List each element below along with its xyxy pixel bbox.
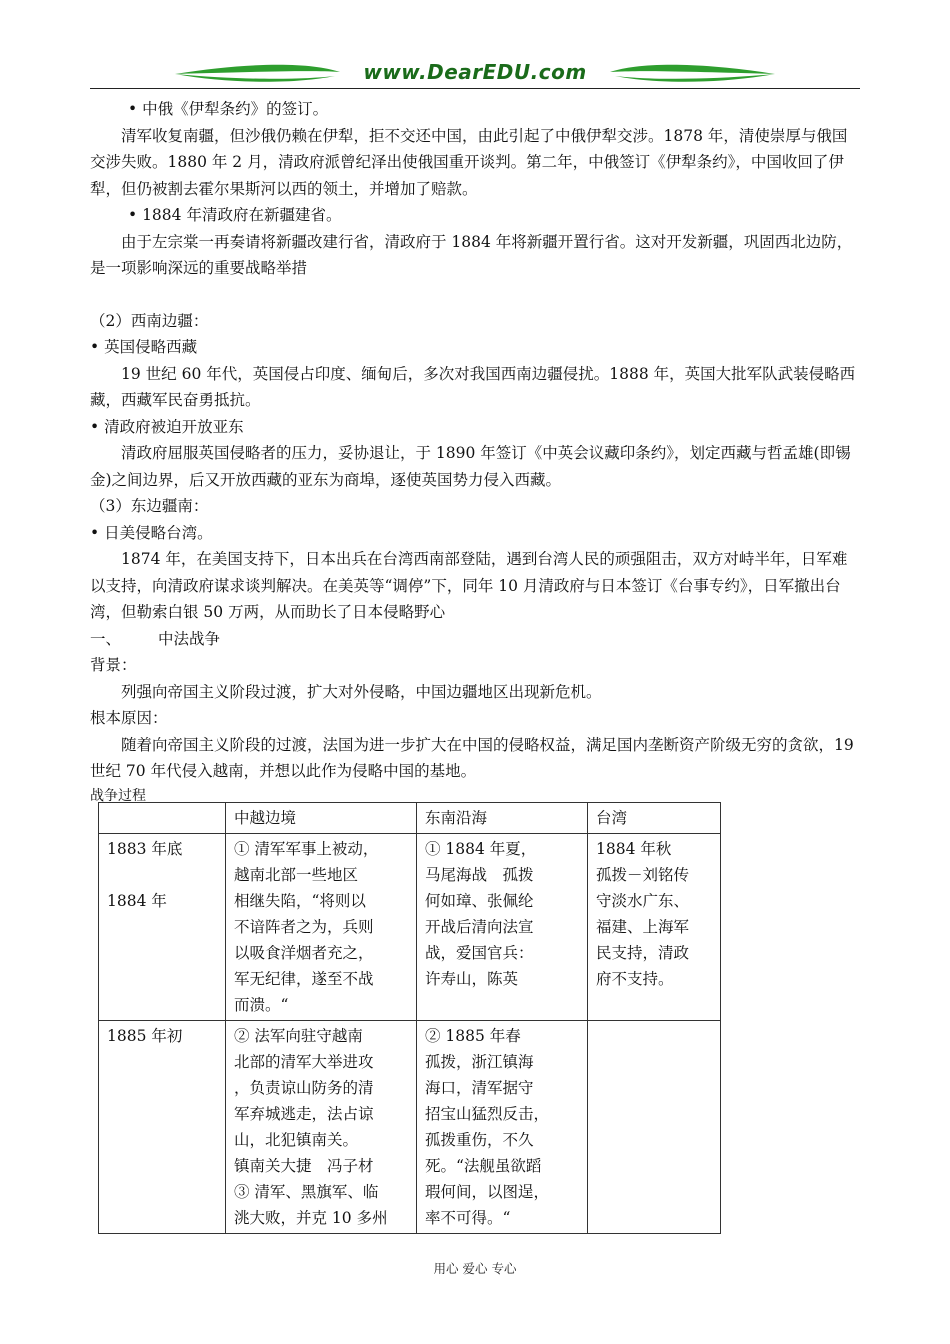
cell-line: 北部的清军大举进攻 — [234, 1053, 374, 1071]
cell-line: 而溃。“ — [234, 996, 289, 1014]
cell-line: ① 清军军事上被动， — [234, 840, 379, 858]
paragraph-japan-taiwan: 1874 年，在美国支持下，日本出兵在台湾西南部登陆，遇到台湾人民的顽强阻击，双方对峙半年，日军难以支持，向清政府谋求谈判解决。在美英等“调停”下，同年 10 月清政府与日本签订《台事专约》，日军撤出台湾，但勒索白银 50 万两，从而助长了日本侵略野心 — [90, 550, 848, 621]
cell-line: 孤拨，浙江镇海 — [425, 1053, 534, 1071]
paragraph-britain-tibet: 19 世纪 60 年代，英国侵占印度、缅甸后，多次对我国西南边疆侵扰。1888 年，英国大批军队武装侵略西藏，西藏军民奋勇抵抗。 — [90, 364, 856, 409]
section-title: 中法战争 — [158, 629, 221, 648]
table-header-row — [99, 803, 721, 834]
table-row — [99, 834, 721, 1021]
label-war-process: 战争过程 — [90, 787, 146, 804]
cell-line: 许寿山，陈英 — [425, 970, 519, 988]
label-background: 背景： — [90, 656, 137, 674]
paragraph-yadong-open: 清政府屈服英国侵略者的压力，妥协退让，于 1890 年签订《中英会议藏印条约》，划定西藏与哲孟雄(即锡金)之间边界，后又开放西藏的亚东为商埠，逐使英国势力侵入西藏。 — [90, 444, 851, 489]
time-label: 1884 年 — [107, 892, 167, 910]
table-cell-taiwan — [588, 1021, 721, 1234]
bullet-japan-taiwan: • 日美侵略台湾。 — [90, 523, 213, 542]
cell-line: 府不支持。 — [596, 970, 674, 988]
table-cell-border — [226, 834, 417, 1021]
section-southwest-heading: （2）西南边疆： — [90, 311, 209, 330]
bullet-britain-tibet: • 英国侵略西藏 — [90, 338, 198, 356]
cell-line: 军无纪律，遂至不战 — [234, 970, 374, 988]
header-divider — [90, 88, 860, 89]
time-label: 1883 年底 — [107, 840, 183, 858]
cell-line: 山，北犯镇南关。 — [234, 1131, 359, 1149]
cell-line: 民支持，清政 — [596, 944, 690, 962]
cell-line: 马尾海战 孤拨 — [425, 866, 534, 884]
cell-line: ① 1884 年夏， — [425, 840, 537, 858]
cell-line: 何如璋、张佩纶 — [425, 892, 534, 910]
cell-line: 死。“法舰虽欲蹈 — [425, 1157, 542, 1175]
cell-line: ② 1885 年春 — [425, 1027, 521, 1045]
site-logo-text: www.DearEDU.com — [363, 60, 587, 84]
cell-line: 1884 年秋 — [596, 840, 672, 858]
paragraph-root-cause: 随着向帝国主义阶段的过渡，法国为进一步扩大在中国的侵略权益，满足国内垄断资产阶级无穷的贪欲，19 世纪 70 年代侵入越南，并想以此作为侵略中国的基地。 — [90, 735, 854, 780]
cell-line: ③ 清军、黑旗军、临 — [234, 1183, 379, 1201]
paragraph-background: 列强向帝国主义阶段过渡，扩大对外侵略，中国边疆地区出现新危机。 — [121, 682, 602, 701]
cell-line: 相继失陷，“将则以 — [234, 892, 366, 910]
cell-line: 守淡水广东、 — [596, 892, 690, 910]
cell-line: 孤拨重伤，不久 — [425, 1131, 534, 1149]
section-number: 一、 — [90, 629, 122, 648]
document-body — [90, 96, 860, 807]
cell-line: 率不可得。“ — [425, 1209, 511, 1227]
time-label: 1885 年初 — [107, 1027, 183, 1045]
page-footer: 用心 爱心 专心 — [433, 1261, 517, 1276]
cell-line: 镇南关大捷 冯子材 — [234, 1157, 374, 1175]
cell-line: 福建、上海军 — [596, 918, 690, 936]
cell-line: 招宝山猛烈反击， — [425, 1105, 550, 1123]
cell-line: 军弃城逃走，法占谅 — [234, 1105, 374, 1123]
cell-line: ② 法军向驻守越南 — [234, 1027, 363, 1045]
table-header-cell: 台湾 — [588, 803, 721, 834]
cell-line: 海口，清军据守 — [425, 1079, 534, 1097]
spacer — [107, 862, 217, 888]
table-header-cell: 中越边境 — [226, 803, 417, 834]
cell-line: 越南北部一些地区 — [234, 866, 359, 884]
table-cell-taiwan — [588, 834, 721, 1021]
war-process-table — [98, 802, 721, 1234]
section-sino-french-war-heading — [90, 626, 860, 653]
spacer — [90, 282, 860, 308]
cell-line: 孤拨－刘铭传 — [596, 866, 690, 884]
paragraph-xinjiang-province: 由于左宗棠一再奏请将新疆改建行省，清政府于 1884 年将新疆开置行省。这对开发新疆，巩固西北边防，是一项影响深远的重要战略举措 — [90, 232, 853, 277]
table-cell-coast — [417, 1021, 588, 1234]
table-row — [99, 1021, 721, 1234]
bullet-xinjiang-province: • 1884 年清政府在新疆建省。 — [128, 206, 342, 224]
cell-line: 瑕何间，以图逞， — [425, 1183, 550, 1201]
cell-line: 洮大败，并克 10 多州 — [234, 1209, 388, 1227]
cell-line: 不谙阵者之为，兵则 — [234, 918, 374, 936]
cell-line: 开战后清向法宣 — [425, 918, 534, 936]
cell-line: 以吸食洋烟者充之， — [234, 944, 374, 962]
table-header-cell: 东南沿海 — [417, 803, 588, 834]
section-southeast-heading: （3）东边疆南： — [90, 497, 209, 515]
cell-line: 战，爱国官兵： — [425, 944, 534, 962]
label-root-cause: 根本原因： — [90, 709, 168, 727]
table-cell-time — [99, 834, 226, 1021]
bullet-ili-treaty: • 中俄《伊犁条约》的签订。 — [128, 100, 329, 118]
paragraph-ili-negotiation: 清军收复南疆，但沙俄仍赖在伊犁，拒不交还中国，由此引起了中俄伊犁交涉。1878 年，清使崇厚与俄国交涉失败。1880 年 2 月，清政府派曾纪泽出使俄国重开谈判。第二年，中俄签订《伊犁条约》，中国收回了伊犁，但仍被割去霍尔果斯河以西的领土，并增加了赔款。 — [90, 126, 848, 198]
table-header-cell — [99, 803, 226, 834]
table-cell-coast — [417, 834, 588, 1021]
bullet-yadong-open: • 清政府被迫开放亚东 — [90, 417, 244, 436]
cell-line: ，负责谅山防务的清 — [234, 1079, 374, 1097]
table-cell-border — [226, 1021, 417, 1234]
table-cell-time — [99, 1021, 226, 1234]
